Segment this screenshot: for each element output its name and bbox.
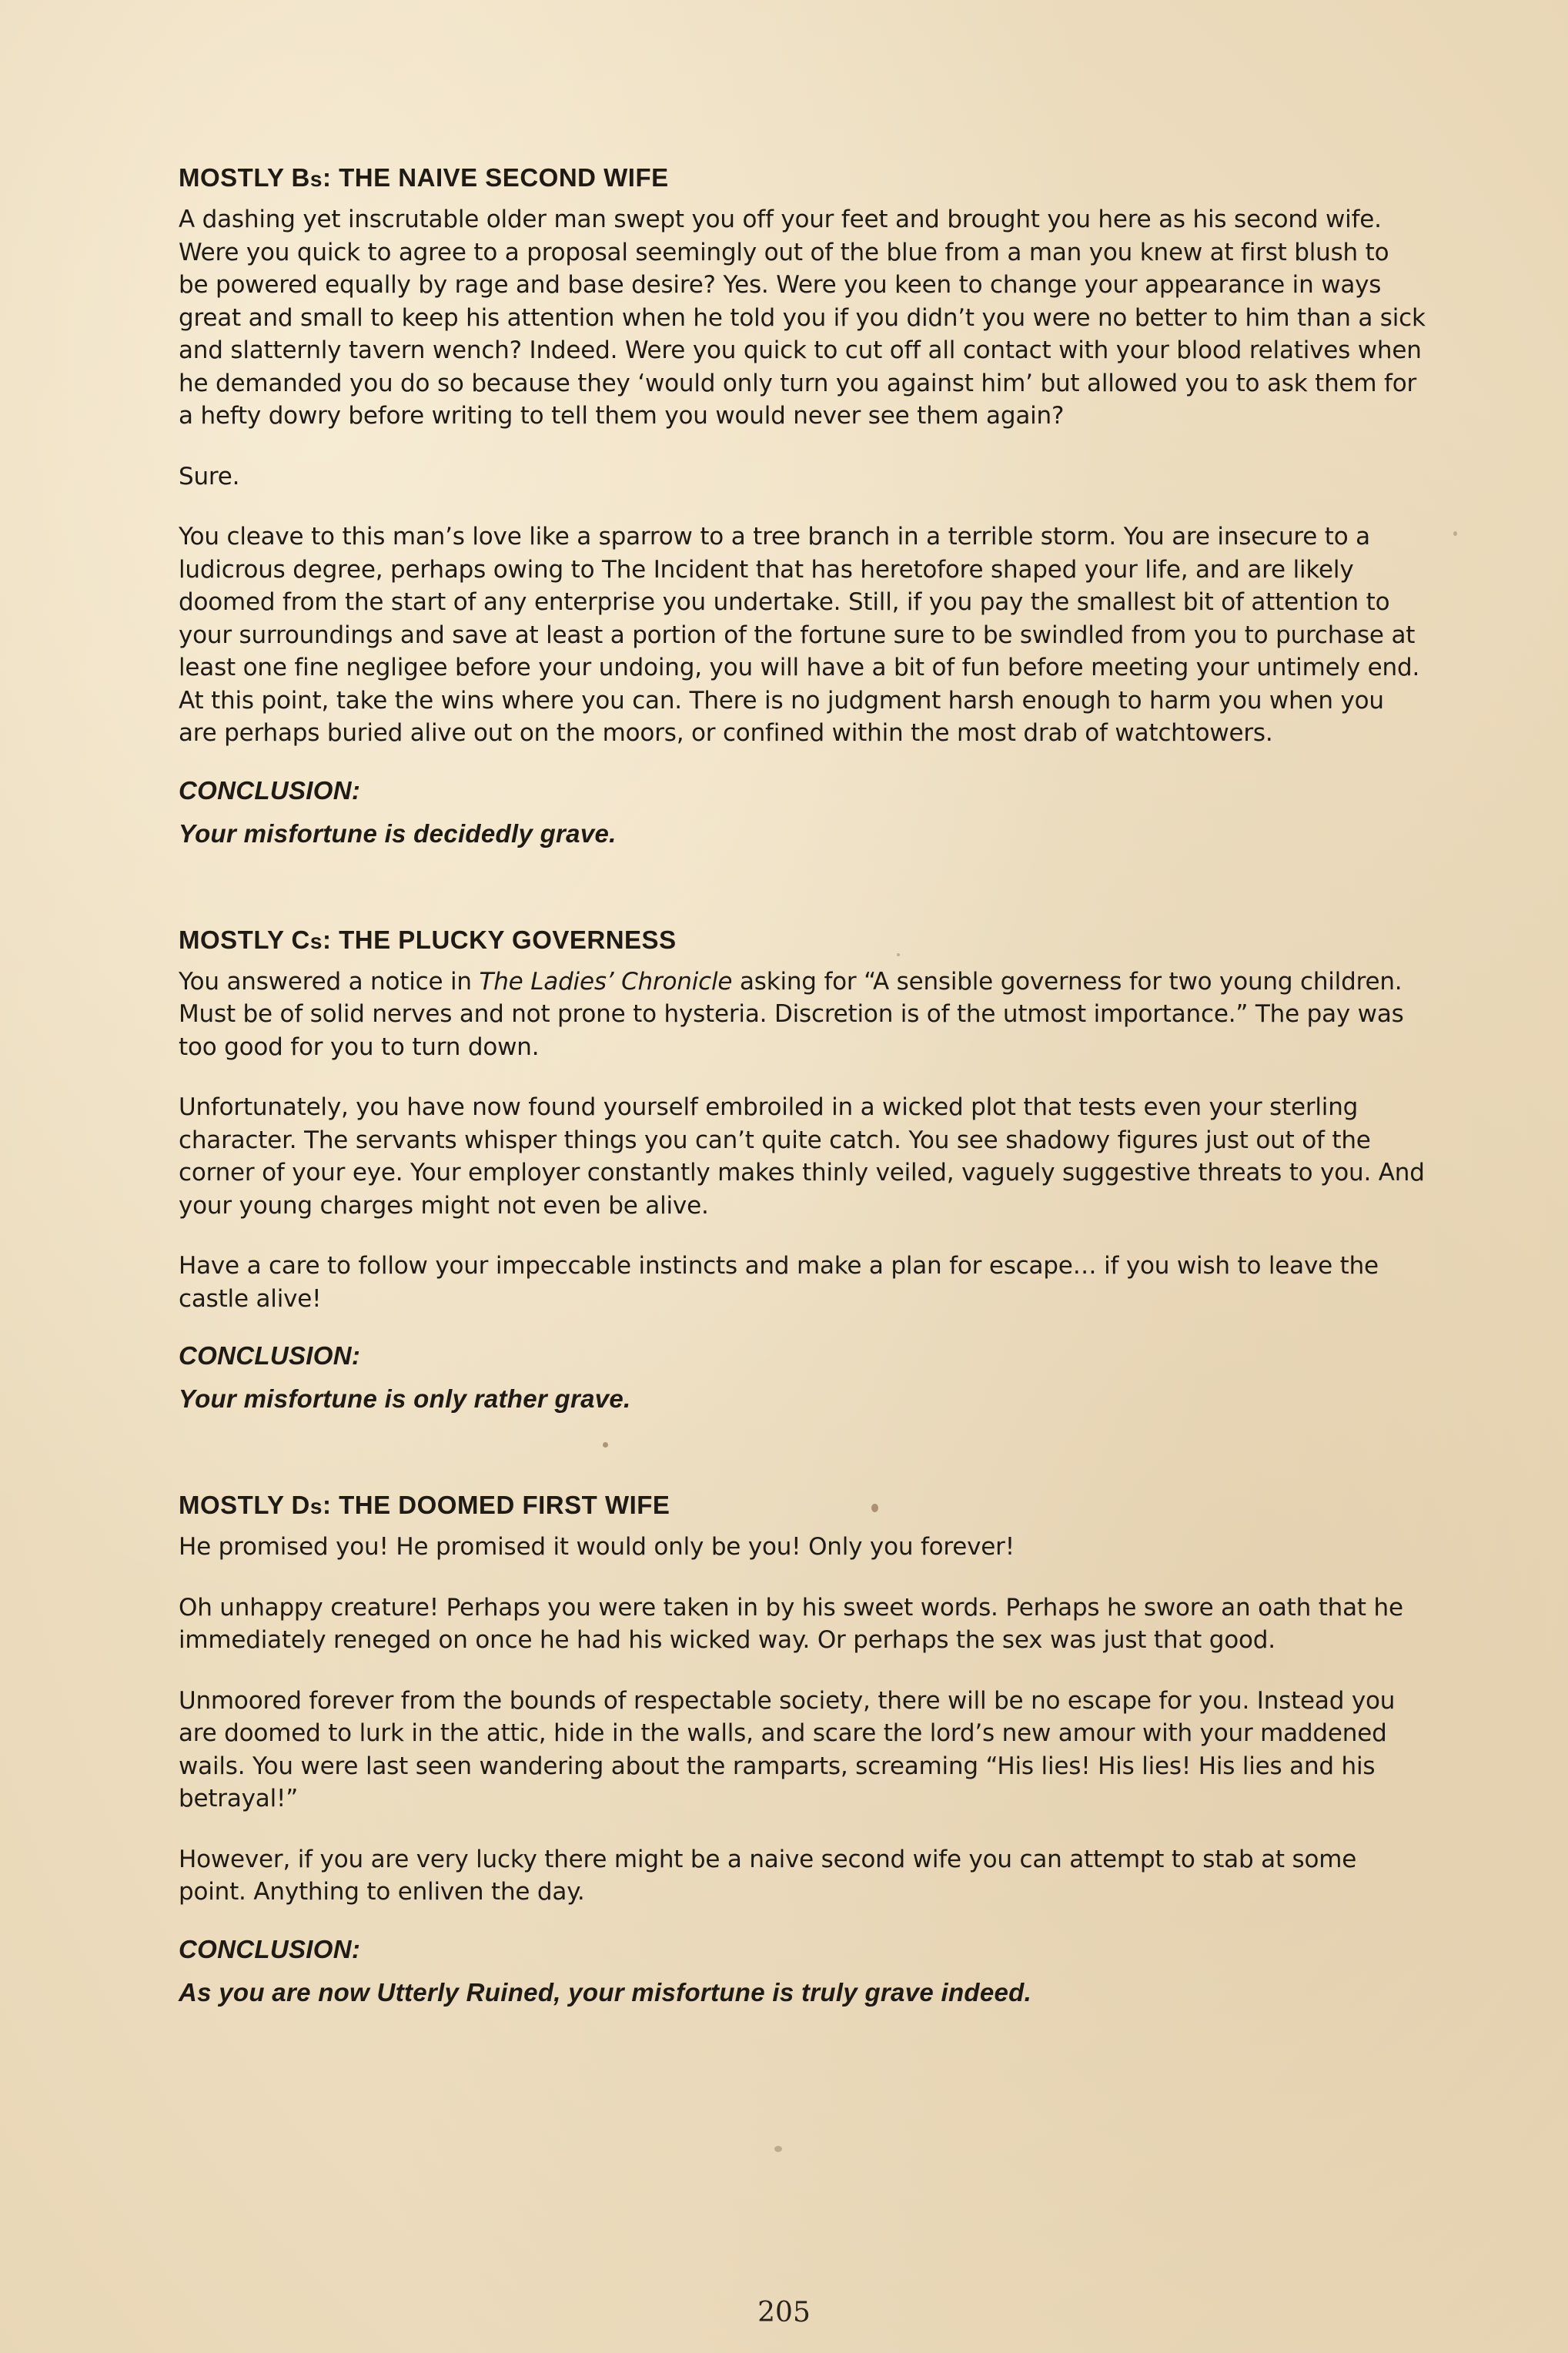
conclusion-text: Your misfortune is decidedly grave. — [179, 818, 617, 848]
heading-rest: : THE NAIVE SECOND WIFE — [322, 163, 669, 192]
paragraph: He promised you! He promised it would only be you! Only you forever! — [179, 1533, 1015, 1561]
heading-rest: : THE DOOMED FIRST WIFE — [322, 1491, 670, 1519]
paper-speck — [897, 953, 900, 956]
heading-prefix: MOSTLY B — [179, 163, 310, 192]
heading-small: s — [309, 1494, 323, 1518]
section-heading — [179, 162, 1426, 196]
paragraph — [179, 966, 1426, 1064]
section-doomed-first-wife — [179, 1489, 1426, 2009]
conclusion-label: CONCLUSION: — [179, 1934, 361, 1963]
conclusion-text: As you are now Utterly Ruined, your misfortune is truly grave indeed. — [179, 1977, 1032, 2007]
heading-rest: : THE PLUCKY GOVERNESS — [322, 925, 677, 954]
section-plucky-governess — [179, 924, 1426, 1416]
paragraph: You cleave to this man’s love like a sparrow to a tree branch in a terrible storm. You are insecure to a ludicrous degree, perhaps owing to The Incident that has heretofore shaped your life, and are likely doomed from the start of any enterprise you undertake. Still, if you pay the smallest bit of attention to your surroundings and save at least a portion of the fortune sure to be swindled from you to purchase at least one fine negligee before your undoing, you will have a bit of fun before meeting your untimely end. At this point, take the wins where you can. There is no judgment harsh enough to harm you when you are perhaps buried alive out on the moors, or confined within the most drab of watchtowers. — [179, 523, 1420, 747]
intro-text-continued: asking for “A sensible governess for two young children. Must be of solid nerves and not prone to hysteria. Discretion is of the utmost importance.” The pay was too good for you to turn down. — [179, 967, 1404, 1061]
paragraph: Unfortunately, you have now found yourself embroiled in a wicked plot that tests even your sterling character. The servants whisper things you can’t quite catch. You see shadowy figures just out of the corner of your eye. Your employer constantly makes thinly veiled, vaguely suggestive threats to you. And your young charges might not even be alive. — [179, 1093, 1425, 1220]
conclusion-label: CONCLUSION: — [179, 775, 361, 805]
conclusion-text: Your misfortune is only rather grave. — [179, 1384, 631, 1413]
paper-speck — [774, 2146, 782, 2152]
page-number: 205 — [757, 2297, 811, 2328]
intro-text: You answered a notice in — [179, 967, 480, 996]
page-body — [179, 162, 1426, 2009]
paper-speck — [871, 1504, 878, 1512]
paper-speck — [603, 1442, 608, 1448]
paragraph: Have a care to follow your impeccable instincts and make a plan for escape… if you wish to leave the castle alive! — [179, 1252, 1379, 1313]
paragraph: A dashing yet inscrutable older man swept you off your feet and brought you here as his second wife. Were you quick to agree to a proposal seemingly out of the blue from a man you knew at first blush to be powered equally by rage and base desire? Yes. Were you keen to change your appearance in ways great and small to keep his attention when he told you if you didn’t you were no better to him than a sick and slatternly tavern wench? Indeed. Were you quick to cut off all contact with your blood relatives when he demanded you do so because they ‘would only turn you against him’ but allowed you to ask them for a hefty dowry before writing to tell them you would never see them again? — [179, 206, 1426, 430]
section-heading — [179, 1489, 1426, 1523]
section-naive-second-wife — [179, 162, 1426, 850]
paragraph: Unmoored forever from the bounds of respectable society, there will be no escape for you. Instead you are doomed to lurk in the attic, hide in the walls, and scare the lord’s new amour with your maddened wails. You were last seen wandering about the ramparts, screaming “His lies! His lies! His lies and his betrayal!” — [179, 1686, 1396, 1812]
heading-small: s — [309, 929, 323, 953]
heading-small: s — [309, 167, 323, 191]
paragraph: Sure. — [179, 462, 240, 490]
paragraph: However, if you are very lucky there might be a naive second wife you can attempt to stab at some point. Anything to enliven the day. — [179, 1845, 1357, 1906]
section-heading — [179, 924, 1426, 958]
heading-prefix: MOSTLY C — [179, 925, 310, 954]
heading-prefix: MOSTLY D — [179, 1491, 310, 1519]
conclusion-label: CONCLUSION: — [179, 1341, 361, 1370]
paragraph: Oh unhappy creature! Perhaps you were taken in by his sweet words. Perhaps he swore an oath that he immediately reneged on once he had his wicked way. Or perhaps the sex was just that good. — [179, 1593, 1403, 1654]
paper-speck — [1453, 531, 1457, 536]
publication-title: The Ladies’ Chronicle — [479, 967, 733, 996]
